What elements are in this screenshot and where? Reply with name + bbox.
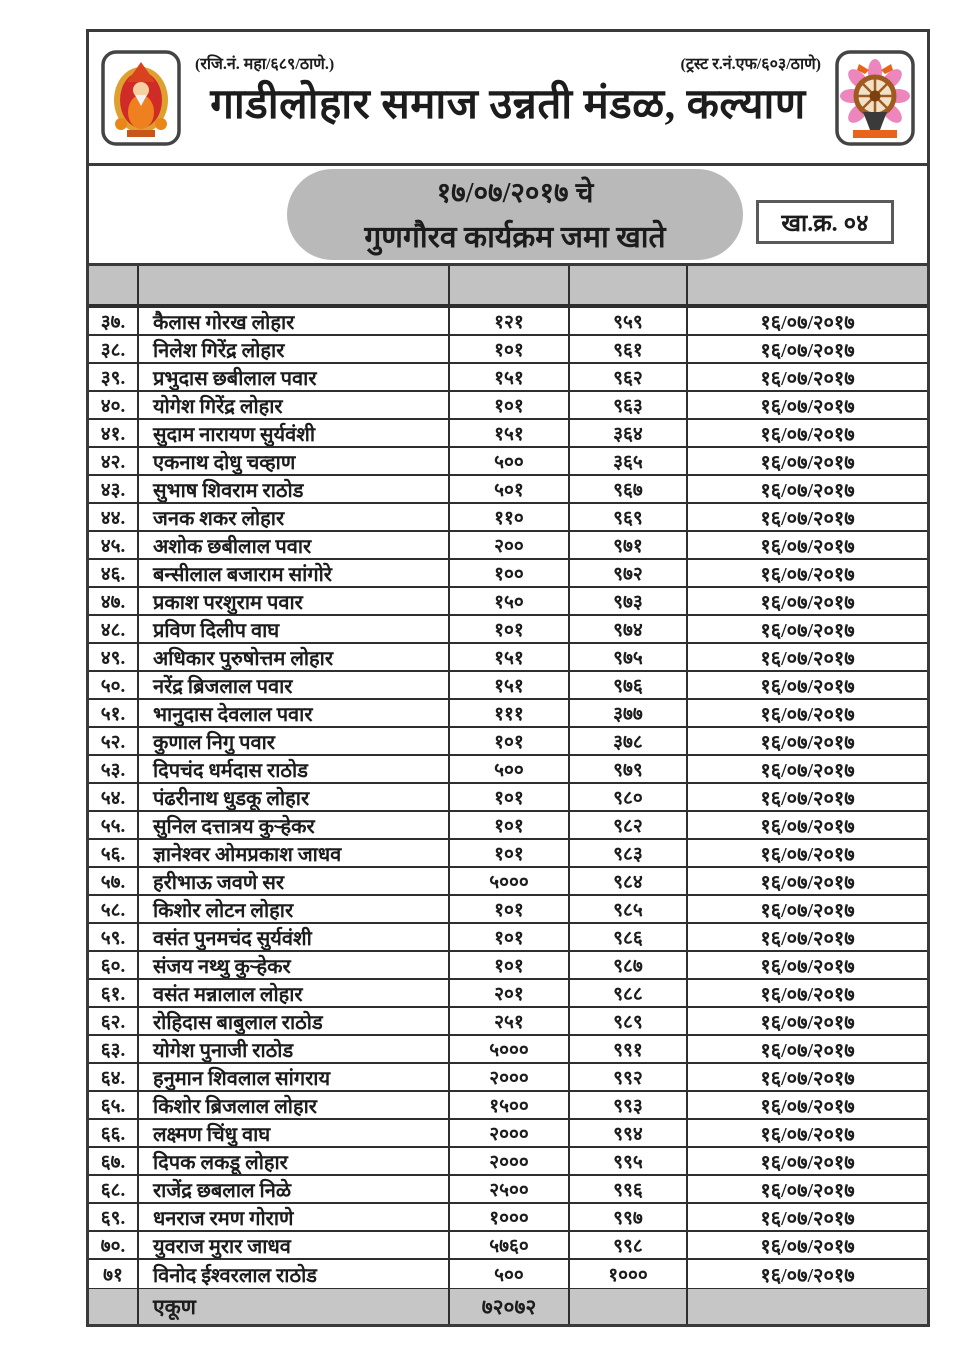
cell-date: १६/०७/२०१७: [760, 451, 855, 474]
cell-receipt: ९८८: [570, 980, 688, 1006]
cell-amount: २५१: [450, 1008, 570, 1034]
table-row: [89, 1148, 927, 1176]
cell-sr: ५९.: [89, 924, 139, 950]
cell-name: ज्ञानेश्वर ओमप्रकाश जाधव: [139, 840, 450, 866]
table-row: [89, 420, 927, 448]
table-header-row: [89, 266, 927, 308]
table-row: [89, 364, 927, 392]
cell-date: १६/०७/२०१७: [760, 535, 855, 558]
cell-receipt: ९९१: [570, 1036, 688, 1062]
cell-name: कुणाल निगु पवार: [139, 728, 450, 754]
cell-receipt: ९६२: [570, 364, 688, 390]
cell-amount: १५१: [450, 644, 570, 670]
event-date-line: १७/०७/२०१७ चे: [436, 178, 594, 209]
cell-receipt: ९६१: [570, 336, 688, 362]
header-cell-name: [139, 266, 450, 304]
cell-date: १६/०७/२०१७: [760, 815, 855, 838]
table-row: [89, 812, 927, 840]
cell-name: नरेंद्र ब्रिजलाल पवार: [139, 672, 450, 698]
cell-date: १६/०७/२०१७: [760, 479, 855, 502]
cell-sr: ६७.: [89, 1148, 139, 1174]
cell-amount: १५०: [450, 588, 570, 614]
header-cell-sr: [89, 266, 139, 304]
cell-amount: १०१: [450, 616, 570, 642]
cell-sr: ७१: [89, 1260, 139, 1288]
cell-receipt: ९९२: [570, 1064, 688, 1090]
cell-amount: १५१: [450, 420, 570, 446]
cell-name: बन्सीलाल बजाराम सांगोरे: [139, 560, 450, 586]
cell-sr: ४७.: [89, 588, 139, 614]
cell-sr: ६२.: [89, 1008, 139, 1034]
cell-date: १६/०७/२०१७: [760, 619, 855, 642]
total-sr-cell: [89, 1289, 139, 1324]
table-row: [89, 700, 927, 728]
cell-receipt: ९९६: [570, 1176, 688, 1202]
cell-sr: ४३.: [89, 476, 139, 502]
cell-sr: ६३.: [89, 1036, 139, 1062]
cell-sr: ५५.: [89, 812, 139, 838]
cell-sr: ३९.: [89, 364, 139, 390]
table-row: [89, 1260, 927, 1288]
cell-name: निलेश गिरेंद्र लोहार: [139, 336, 450, 362]
cell-date: १६/०७/२०१७: [760, 563, 855, 586]
cell-date: १६/०७/२०१७: [760, 1095, 855, 1118]
cell-receipt: ९७४: [570, 616, 688, 642]
cell-receipt: ९७३: [570, 588, 688, 614]
cell-date: १६/०७/२०१७: [760, 1264, 855, 1287]
cell-amount: १२१: [450, 308, 570, 334]
table-row: [89, 896, 927, 924]
cell-date: १६/०७/२०१७: [760, 871, 855, 894]
table-row: [89, 840, 927, 868]
cell-receipt: ३६४: [570, 420, 688, 446]
cell-amount: १०१: [450, 896, 570, 922]
cell-date: १६/०७/२०१७: [760, 367, 855, 390]
registration-number-right: (ट्रस्ट र.नं.एफ/६०३/ठाणे): [680, 56, 821, 73]
cell-receipt: ९९३: [570, 1092, 688, 1118]
cell-date: १६/०७/२०१७: [760, 311, 855, 334]
table-row: [89, 532, 927, 560]
cell-name: विनोद ईश्वरलाल राठोड: [139, 1260, 450, 1288]
cell-name: धनराज रमण गोराणे: [139, 1204, 450, 1230]
cell-receipt: ९९७: [570, 1204, 688, 1230]
header-cell-amount: [450, 266, 570, 304]
cell-receipt: ९८६: [570, 924, 688, 950]
table-row: [89, 504, 927, 532]
cell-name: अधिकार पुरुषोत्तम लोहार: [139, 644, 450, 670]
cell-amount: १०१: [450, 924, 570, 950]
cell-sr: ४२.: [89, 448, 139, 474]
table-row: [89, 1036, 927, 1064]
table-row: [89, 1176, 927, 1204]
cell-amount: २५००: [450, 1176, 570, 1202]
letterhead-text: [191, 32, 825, 163]
header-cell-date: [688, 266, 927, 304]
cell-sr: ४९.: [89, 644, 139, 670]
cell-name: एकनाथ दोधु चव्हाण: [139, 448, 450, 474]
cell-amount: १५००: [450, 1092, 570, 1118]
cell-date: १६/०७/२०१७: [760, 675, 855, 698]
cell-receipt: ९७५: [570, 644, 688, 670]
cell-date: १६/०७/२०१७: [760, 759, 855, 782]
cell-name: वसंत मन्नालाल लोहार: [139, 980, 450, 1006]
cell-date: १६/०७/२०१७: [760, 983, 855, 1006]
cell-amount: २०१: [450, 980, 570, 1006]
organization-title: गाडीलोहार समाज उन्नती मंडळ, कल्याण: [210, 82, 806, 128]
lotus-wheel-anvil-emblem-icon: [835, 50, 915, 146]
cell-sr: ४६.: [89, 560, 139, 586]
table-row: [89, 616, 927, 644]
subheader-section: [89, 166, 927, 266]
header-cell-receipt: [570, 266, 688, 304]
cell-name: लक्ष्मण चिंधु वाघ: [139, 1120, 450, 1146]
cell-sr: ४४.: [89, 504, 139, 530]
cell-sr: ४८.: [89, 616, 139, 642]
cell-date: १६/०७/२०१७: [760, 1235, 855, 1258]
cell-receipt: ९९५: [570, 1148, 688, 1174]
cell-receipt: ३७८: [570, 728, 688, 754]
cell-sr: ३८.: [89, 336, 139, 362]
cell-date: १६/०७/२०१७: [760, 395, 855, 418]
cell-receipt: ९८४: [570, 868, 688, 894]
cell-sr: ३७.: [89, 308, 139, 334]
table-row: [89, 336, 927, 364]
cell-name: योगेश गिरेंद्र लोहार: [139, 392, 450, 418]
cell-date: १६/०७/२०१७: [760, 955, 855, 978]
cell-amount: २०००: [450, 1120, 570, 1146]
cell-date: १६/०७/२०१७: [760, 1207, 855, 1230]
cell-amount: १०१: [450, 392, 570, 418]
total-label: एकूण: [139, 1289, 450, 1324]
cell-sr: ६०.: [89, 952, 139, 978]
cell-receipt: ९७२: [570, 560, 688, 586]
cell-sr: ६९.: [89, 1204, 139, 1230]
cell-name: राजेंद्र छबलाल निळे: [139, 1176, 450, 1202]
cell-name: सुभाष शिवराम राठोड: [139, 476, 450, 502]
cell-sr: ५२.: [89, 728, 139, 754]
cell-receipt: ९६७: [570, 476, 688, 502]
cell-receipt: ९७९: [570, 756, 688, 782]
document-frame: [86, 29, 930, 1327]
cell-date: १६/०७/२०१७: [760, 927, 855, 950]
table-row: [89, 1204, 927, 1232]
event-name-line: गुणगौरव कार्यक्रम जमा खाते: [364, 221, 666, 254]
cell-date: १६/०७/२०१७: [760, 1011, 855, 1034]
cell-amount: ५०००: [450, 1036, 570, 1062]
cell-sr: ५८.: [89, 896, 139, 922]
cell-name: प्रकाश परशुराम पवार: [139, 588, 450, 614]
cell-amount: ५००: [450, 756, 570, 782]
table-row: [89, 924, 927, 952]
cell-amount: ५०१: [450, 476, 570, 502]
ledger-table-body: [89, 308, 927, 1288]
cell-sr: ५३.: [89, 756, 139, 782]
table-row: [89, 756, 927, 784]
cell-receipt: ९७१: [570, 532, 688, 558]
cell-amount: २०००: [450, 1148, 570, 1174]
table-total-row: [89, 1288, 927, 1324]
cell-sr: ४०.: [89, 392, 139, 418]
cell-name: भानुदास देवलाल पवार: [139, 700, 450, 726]
table-row: [89, 868, 927, 896]
cell-name: हनुमान शिवलाल सांगराय: [139, 1064, 450, 1090]
cell-sr: ६१.: [89, 980, 139, 1006]
cell-amount: १०१: [450, 840, 570, 866]
cell-receipt: ९८३: [570, 840, 688, 866]
cell-receipt: ९८०: [570, 784, 688, 810]
cell-date: १६/०७/२०१७: [760, 899, 855, 922]
account-number-box: खा.क्र. ०४: [756, 200, 894, 244]
cell-sr: ५६.: [89, 840, 139, 866]
cell-receipt: ९६९: [570, 504, 688, 530]
cell-amount: ५००: [450, 1260, 570, 1288]
cell-amount: ५७६०: [450, 1232, 570, 1258]
letterhead: [89, 32, 927, 166]
cell-receipt: ९९८: [570, 1232, 688, 1258]
cell-name: युवराज मुरार जाधव: [139, 1232, 450, 1258]
table-row: [89, 392, 927, 420]
event-title-banner: [287, 169, 743, 260]
cell-date: १६/०७/२०१७: [760, 1039, 855, 1062]
cell-receipt: ९८९: [570, 1008, 688, 1034]
cell-name: योगेश पुनाजी राठोड: [139, 1036, 450, 1062]
cell-amount: १५१: [450, 364, 570, 390]
cell-date: १६/०७/२०१७: [760, 1123, 855, 1146]
table-row: [89, 672, 927, 700]
cell-receipt: ९८२: [570, 812, 688, 838]
cell-date: १६/०७/२०१७: [760, 703, 855, 726]
cell-date: १६/०७/२०१७: [760, 591, 855, 614]
total-date-cell: [688, 1289, 927, 1324]
cell-amount: १००: [450, 560, 570, 586]
cell-amount: २००: [450, 532, 570, 558]
cell-name: अशोक छबीलाल पवार: [139, 532, 450, 558]
cell-amount: १०१: [450, 952, 570, 978]
cell-name: सुदाम नारायण सुर्यवंशी: [139, 420, 450, 446]
cell-amount: १०१: [450, 336, 570, 362]
cell-sr: ७०.: [89, 1232, 139, 1258]
cell-date: १६/०७/२०१७: [760, 339, 855, 362]
cell-name: संजय नथ्थु कुऱ्हेकर: [139, 952, 450, 978]
cell-date: १६/०७/२०१७: [760, 731, 855, 754]
cell-sr: ४५.: [89, 532, 139, 558]
cell-name: जनक शकर लोहार: [139, 504, 450, 530]
cell-name: प्रभुदास छबीलाल पवार: [139, 364, 450, 390]
cell-sr: ५१.: [89, 700, 139, 726]
cell-date: १६/०७/२०१७: [760, 507, 855, 530]
total-receipt-cell: [570, 1289, 688, 1324]
cell-name: सुनिल दत्तात्रय कुऱ्हेकर: [139, 812, 450, 838]
cell-receipt: ९७६: [570, 672, 688, 698]
table-row: [89, 1064, 927, 1092]
cell-amount: ११०: [450, 504, 570, 530]
cell-date: १६/०७/२०१७: [760, 423, 855, 446]
cell-date: १६/०७/२०१७: [760, 1151, 855, 1174]
cell-date: १६/०७/२०१७: [760, 1067, 855, 1090]
table-row: [89, 1120, 927, 1148]
cell-receipt: ९६३: [570, 392, 688, 418]
cell-amount: ५०००: [450, 868, 570, 894]
cell-receipt: ९९४: [570, 1120, 688, 1146]
cell-sr: ६४.: [89, 1064, 139, 1090]
cell-receipt: ९८७: [570, 952, 688, 978]
cell-name: दिपचंद धर्मदास राठोड: [139, 756, 450, 782]
cell-date: १६/०७/२०१७: [760, 1179, 855, 1202]
cell-amount: १०००: [450, 1204, 570, 1230]
total-amount: ७२०७२: [450, 1289, 570, 1324]
table-row: [89, 784, 927, 812]
cell-date: १६/०७/२०१७: [760, 647, 855, 670]
cell-sr: ६५.: [89, 1092, 139, 1118]
cell-receipt: ३७७: [570, 700, 688, 726]
table-row: [89, 476, 927, 504]
cell-amount: १०१: [450, 784, 570, 810]
cell-sr: ६८.: [89, 1176, 139, 1202]
cell-receipt: ९८५: [570, 896, 688, 922]
cell-receipt: १०००: [570, 1260, 688, 1288]
cell-name: प्रविण दिलीप वाघ: [139, 616, 450, 642]
table-row: [89, 728, 927, 756]
cell-amount: २०००: [450, 1064, 570, 1090]
table-row: [89, 1092, 927, 1120]
registration-number-left: (रजि.नं. महा/६८९/ठाणे.): [195, 56, 335, 73]
table-row: [89, 980, 927, 1008]
cell-sr: ५४.: [89, 784, 139, 810]
cell-amount: १०१: [450, 812, 570, 838]
cell-amount: १११: [450, 700, 570, 726]
cell-sr: ५०.: [89, 672, 139, 698]
cell-sr: ४१.: [89, 420, 139, 446]
cell-amount: १०१: [450, 728, 570, 754]
cell-name: किशोर ब्रिजलाल लोहार: [139, 1092, 450, 1118]
cell-name: रोहिदास बाबुलाल राठोड: [139, 1008, 450, 1034]
table-row: [89, 1232, 927, 1260]
cell-name: किशोर लोटन लोहार: [139, 896, 450, 922]
table-row: [89, 308, 927, 336]
cell-name: पंढरीनाथ धुडकू लोहार: [139, 784, 450, 810]
cell-amount: १५१: [450, 672, 570, 698]
cell-name: हरीभाऊ जवणे सर: [139, 868, 450, 894]
cell-name: कैलास गोरख लोहार: [139, 308, 450, 334]
cell-amount: ५००: [450, 448, 570, 474]
cell-receipt: ९५९: [570, 308, 688, 334]
table-row: [89, 644, 927, 672]
table-row: [89, 588, 927, 616]
cell-sr: ६६.: [89, 1120, 139, 1146]
cell-date: १६/०७/२०१७: [760, 843, 855, 866]
table-row: [89, 560, 927, 588]
cell-date: १६/०७/२०१७: [760, 787, 855, 810]
cell-name: वसंत पुनमचंद सुर्यवंशी: [139, 924, 450, 950]
table-row: [89, 1008, 927, 1036]
cell-sr: ५७.: [89, 868, 139, 894]
vishwakarma-deity-emblem-icon: [101, 50, 181, 146]
cell-receipt: ३६५: [570, 448, 688, 474]
cell-name: दिपक लकडू लोहार: [139, 1148, 450, 1174]
table-row: [89, 952, 927, 980]
table-row: [89, 448, 927, 476]
